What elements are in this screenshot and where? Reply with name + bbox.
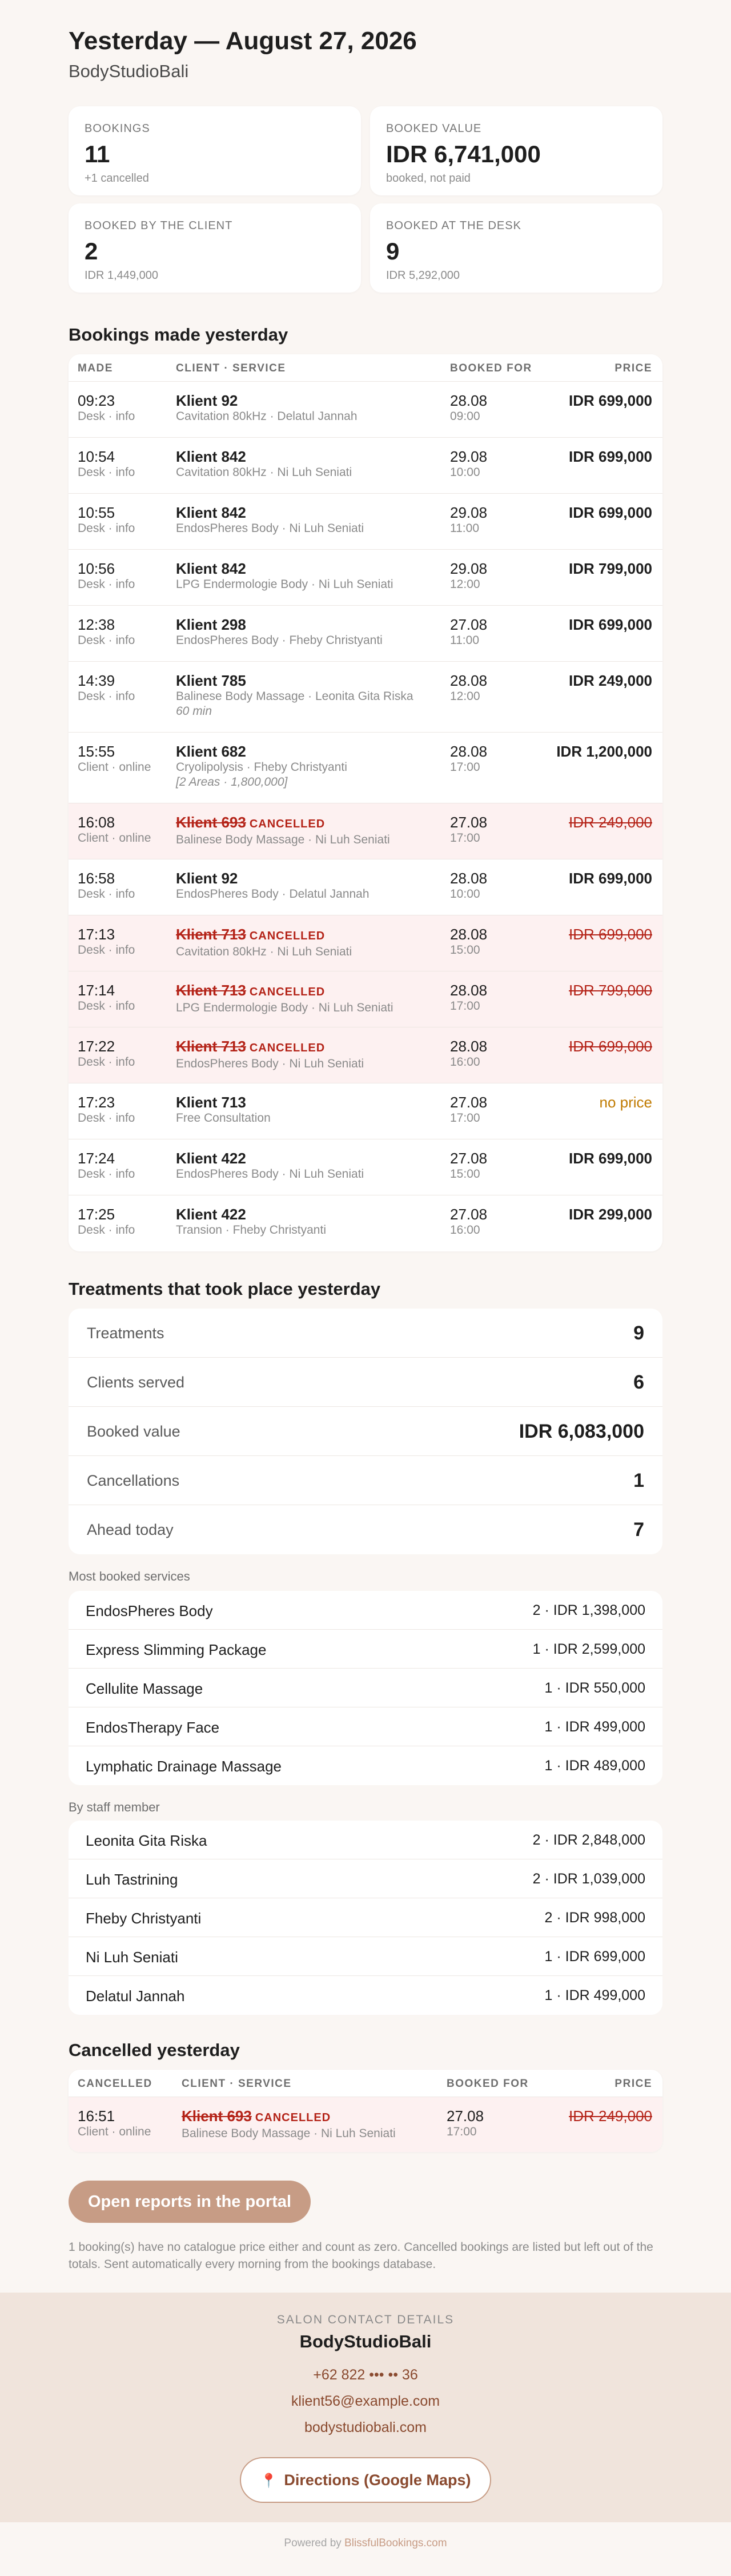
service-name: Lymphatic Drainage Massage (86, 1758, 282, 1775)
booked-slot: 12:00 (450, 690, 480, 703)
client-name-line (176, 504, 364, 521)
client-service-cell (176, 982, 393, 1015)
summary-label: Treatments (87, 1325, 164, 1342)
service-staff: Balinese Body Massage · Ni Luh Seniati (182, 2127, 396, 2140)
booked-slot: 16:00 (450, 1055, 480, 1069)
column-header-cancelled: CANCELLED (78, 2078, 152, 2090)
client-name: Klient 693 (176, 814, 246, 831)
booked-slot: 10:00 (450, 887, 480, 901)
list-item (69, 1821, 662, 1859)
service-name: Express Slimming Package (86, 1641, 267, 1658)
summary-value: 9 (633, 1322, 644, 1344)
staff-name: Ni Luh Seniati (86, 1949, 178, 1966)
booking-source: Client · online (78, 831, 151, 845)
booked-date: 28.08 (450, 392, 488, 409)
booked-for-cell (450, 392, 487, 424)
price-cell: IDR 799,000 (569, 982, 652, 999)
client-name: Klient 422 (176, 1206, 246, 1223)
summary-value: IDR 6,083,000 (519, 1421, 644, 1442)
made-cell (78, 1150, 135, 1182)
client-name-line (176, 616, 383, 633)
booked-slot: 11:00 (450, 634, 479, 647)
made-time: 10:56 (78, 560, 115, 577)
client-name: Klient 713 (176, 1038, 246, 1055)
cancelled-time-cell (78, 2107, 151, 2139)
booking-source: Desk · info (78, 634, 135, 647)
booking-source: Desk · info (78, 1055, 135, 1069)
client-name-line (182, 2107, 396, 2126)
staff-value: 1 · IDR 499,000 (544, 1987, 645, 2003)
table-header (69, 2070, 662, 2097)
service-staff: Transion · Fheby Christyanti (176, 1223, 326, 1237)
open-reports-button[interactable]: Open reports in the portal (69, 2181, 311, 2223)
booking-source: Desk · info (78, 887, 135, 901)
table-row (69, 662, 662, 733)
column-header-price: PRICE (614, 2078, 652, 2090)
service-staff: Cavitation 80kHz · Ni Luh Seniati (176, 466, 352, 479)
client-name: Klient 693 (182, 2107, 252, 2125)
table-row (69, 2097, 662, 2152)
service-extra: 60 min (176, 705, 212, 718)
booked-date: 28.08 (450, 672, 488, 689)
service-staff: EndosPheres Body · Ni Luh Seniati (176, 1057, 364, 1070)
booked-slot: 09:00 (450, 410, 480, 423)
booking-source: Desk · info (78, 1167, 135, 1181)
staff-name: Delatul Jannah (86, 1987, 185, 2005)
map-pin-icon: 📍 (260, 2473, 278, 2489)
table-row (69, 606, 662, 662)
cancelled-badge: CANCELLED (249, 818, 326, 830)
staff-value: 1 · IDR 699,000 (544, 1949, 645, 1965)
made-time: 10:55 (78, 504, 115, 521)
client-name-line (176, 672, 413, 689)
made-cell (78, 448, 135, 480)
booked-for-cell (450, 743, 487, 775)
client-name: Klient 842 (176, 448, 246, 465)
booked-slot: 15:00 (450, 1167, 480, 1181)
made-cell (78, 672, 135, 704)
price-cell: IDR 299,000 (569, 1206, 652, 1223)
cancelled-badge: CANCELLED (249, 1042, 326, 1054)
booked-date: 27.08 (450, 814, 488, 831)
booked-for-cell (450, 1206, 487, 1238)
made-time: 17:25 (78, 1206, 115, 1223)
booked-for-cell (450, 1150, 487, 1182)
table-row (69, 1139, 662, 1195)
made-cell (78, 392, 135, 424)
booked-for-cell (450, 870, 487, 902)
stat-card-booked-value (370, 106, 662, 195)
staff-heading: By staff member (69, 1800, 160, 1814)
client-service-cell (176, 392, 358, 424)
cancelled-time: 16:51 (78, 2107, 115, 2125)
booked-for-cell (450, 1094, 487, 1126)
booking-source: Desk · info (78, 522, 135, 535)
stat-note: +1 cancelled (85, 172, 149, 185)
staff-value: 2 · IDR 998,000 (544, 1910, 645, 1926)
price-cell: IDR 249,000 (569, 2107, 652, 2125)
summary-row-clients-served (69, 1358, 662, 1407)
client-name: Klient 713 (176, 1094, 246, 1111)
list-item (69, 1859, 662, 1898)
made-time: 14:39 (78, 672, 115, 689)
services-list (69, 1591, 662, 1785)
client-name: Klient 92 (176, 870, 238, 887)
contact-website-link[interactable]: bodystudiobali.com (304, 2419, 427, 2435)
treatments-section-title: Treatments that took place yesterday (69, 1279, 381, 1299)
client-service-cell (176, 870, 369, 902)
column-header-made: MADE (78, 362, 113, 374)
list-item (69, 1746, 662, 1785)
price-cell: IDR 699,000 (569, 616, 652, 633)
directions-label: Directions (Google Maps) (284, 2471, 471, 2489)
booking-source: Desk · info (78, 999, 135, 1013)
client-service-cell (176, 448, 352, 480)
summary-value: 6 (633, 1371, 644, 1393)
service-name: Cellulite Massage (86, 1680, 203, 1697)
service-value: 1 · IDR 489,000 (544, 1758, 645, 1774)
list-item (69, 1976, 662, 2015)
service-name: EndosPheres Body (86, 1602, 213, 1619)
stat-note: IDR 5,292,000 (386, 269, 460, 282)
cancelled-section-title: Cancelled yesterday (69, 2040, 240, 2060)
service-staff: EndosPheres Body · Ni Luh Seniati (176, 1167, 364, 1181)
stat-card-bookings (69, 106, 361, 195)
made-cell (78, 616, 135, 648)
list-item (69, 1591, 662, 1630)
client-name: Klient 713 (176, 926, 246, 943)
made-cell (78, 1206, 135, 1238)
service-staff: EndosPheres Body · Delatul Jannah (176, 887, 369, 901)
made-time: 15:55 (78, 743, 115, 760)
summary-value: 7 (633, 1519, 644, 1541)
booked-slot: 11:00 (450, 522, 479, 535)
service-staff: Cryolipolysis · Fheby Christyanti (176, 761, 347, 774)
booked-date: 28.08 (450, 982, 488, 999)
stat-value: 2 (85, 238, 98, 265)
client-service-cell (176, 560, 393, 592)
booked-date: 28.08 (450, 1038, 488, 1055)
client-service-cell (176, 743, 347, 790)
booked-for-cell (450, 926, 487, 958)
price-cell: IDR 699,000 (569, 870, 652, 887)
booking-source: Client · online (78, 761, 151, 774)
service-staff: Balinese Body Massage · Leonita Gita Riska (176, 690, 413, 703)
booking-source: Desk · info (78, 690, 135, 703)
table-row (69, 733, 662, 803)
list-item (69, 1707, 662, 1746)
staff-name: Luh Tastrining (86, 1871, 178, 1888)
client-service-cell (176, 616, 383, 648)
booked-slot: 17:00 (450, 999, 480, 1013)
list-item (69, 1630, 662, 1669)
booked-slot: 12:00 (450, 578, 480, 591)
booking-source: Desk · info (78, 1223, 135, 1237)
booked-slot: 15:00 (450, 943, 480, 957)
service-staff: EndosPheres Body · Ni Luh Seniati (176, 522, 364, 535)
summary-row-booked-value (69, 1407, 662, 1456)
made-cell (78, 504, 135, 536)
client-name-line (176, 1094, 271, 1111)
table-row (69, 1083, 662, 1139)
footnote: 1 booking(s) have no catalogue price either and count as zero. Cancelled bookings are listed but left out of the totals. Sent automatically every morning from the bookings database. (69, 2241, 653, 2271)
booking-source: Desk · info (78, 943, 135, 957)
stat-label: BOOKED BY THE CLIENT (85, 219, 233, 232)
table-row (69, 971, 662, 1027)
client-name-line (176, 1206, 326, 1223)
made-time: 10:54 (78, 448, 115, 465)
summary-row-cancellations (69, 1456, 662, 1505)
client-service-cell (176, 814, 390, 847)
booked-for-cell (450, 982, 487, 1014)
table-row (69, 803, 662, 859)
made-cell (78, 1038, 135, 1070)
made-cell (78, 926, 135, 958)
booked-date: 29.08 (450, 504, 488, 521)
bookings-table (69, 354, 662, 1251)
services-heading: Most booked services (69, 1569, 190, 1583)
staff-value: 2 · IDR 2,848,000 (532, 1832, 645, 1848)
client-service-cell (176, 1150, 364, 1182)
service-staff: LPG Endermologie Body · Ni Luh Seniati (176, 1001, 393, 1014)
booked-for-cell (450, 672, 487, 704)
made-cell (78, 870, 135, 902)
price-cell: IDR 699,000 (569, 1150, 652, 1167)
list-item (69, 1669, 662, 1707)
made-cell (78, 743, 151, 775)
booked-date: 29.08 (450, 560, 488, 577)
powered-by (0, 2537, 731, 2550)
made-time: 17:13 (78, 926, 115, 943)
bookings-section-title: Bookings made yesterday (69, 325, 288, 345)
page-title: Yesterday — August 27, 2026 (69, 27, 417, 55)
stat-note: IDR 1,449,000 (85, 269, 158, 282)
column-header-client-service: CLIENT · SERVICE (182, 2078, 292, 2090)
staff-name: Fheby Christyanti (86, 1910, 202, 1927)
column-header-booked-for: BOOKED FOR (450, 362, 532, 374)
booking-source: Client · online (78, 2125, 151, 2138)
stat-label: BOOKINGS (85, 122, 150, 135)
booking-source: Desk · info (78, 578, 135, 591)
treatments-summary (69, 1309, 662, 1554)
cancelled-badge: CANCELLED (249, 986, 326, 998)
booked-date: 28.08 (450, 743, 488, 760)
directions-button[interactable] (240, 2457, 491, 2503)
stat-value: 9 (386, 238, 400, 265)
service-value: 1 · IDR 550,000 (544, 1680, 645, 1696)
client-name: Klient 713 (176, 982, 246, 999)
made-cell (78, 814, 151, 846)
booked-slot: 17:00 (450, 831, 480, 845)
summary-label: Booked value (87, 1423, 180, 1440)
booked-date: 27.08 (447, 2107, 484, 2125)
client-service-cell (176, 1206, 326, 1238)
service-staff: Free Consultation (176, 1111, 271, 1125)
made-time: 16:08 (78, 814, 115, 831)
booked-for-cell (450, 814, 487, 846)
summary-value: 1 (633, 1470, 644, 1491)
list-item (69, 1898, 662, 1937)
column-header-client-service: CLIENT · SERVICE (176, 362, 286, 374)
table-header (69, 354, 662, 382)
price-cell: IDR 699,000 (569, 926, 652, 943)
stat-value: IDR 6,741,000 (386, 141, 541, 167)
client-name-line (176, 392, 358, 409)
booked-date: 27.08 (450, 1150, 488, 1167)
client-name-line (176, 870, 369, 887)
client-name-line (176, 448, 352, 465)
client-service-cell (182, 2107, 396, 2141)
made-time: 16:58 (78, 870, 115, 887)
cancelled-badge: CANCELLED (255, 2111, 331, 2124)
service-staff: Cavitation 80kHz · Ni Luh Seniati (176, 945, 352, 958)
service-staff: Cavitation 80kHz · Delatul Jannah (176, 410, 358, 423)
table-row (69, 382, 662, 438)
booked-for-cell (450, 1038, 487, 1070)
client-name: Klient 842 (176, 504, 246, 521)
client-service-cell (176, 504, 364, 536)
powered-by-prefix: Powered by (284, 2537, 345, 2549)
booked-slot: 17:00 (447, 2125, 477, 2138)
price-cell: IDR 1,200,000 (556, 743, 652, 760)
client-name-line (176, 982, 393, 1001)
client-service-cell (176, 672, 413, 719)
service-staff: LPG Endermologie Body · Ni Luh Seniati (176, 578, 393, 591)
made-cell (78, 1094, 135, 1126)
bookings-table-body (69, 382, 662, 1251)
booked-date: 29.08 (450, 448, 488, 465)
client-name: Klient 785 (176, 672, 246, 689)
list-item (69, 1937, 662, 1976)
contact-label: SALON CONTACT DETAILS (276, 2313, 455, 2326)
client-name-line (176, 814, 390, 833)
client-name-line (176, 1038, 364, 1057)
client-name-line (176, 1150, 364, 1167)
client-name-line (176, 743, 347, 760)
client-name: Klient 682 (176, 743, 246, 760)
booked-for-cell (447, 2107, 484, 2139)
service-value: 1 · IDR 499,000 (544, 1719, 645, 1735)
client-name-line (176, 926, 352, 945)
salon-name: BodyStudioBali (69, 61, 189, 81)
powered-by-link[interactable]: BlissfulBookings.com (344, 2537, 447, 2549)
price-cell: IDR 699,000 (569, 448, 652, 465)
booked-date: 27.08 (450, 616, 488, 633)
stat-card-booked-at-desk (370, 203, 662, 293)
table-row (69, 438, 662, 494)
stat-note: booked, not paid (386, 172, 471, 185)
table-row (69, 915, 662, 971)
table-row (69, 1027, 662, 1083)
stat-card-booked-by-client (69, 203, 361, 293)
booked-slot: 16:00 (450, 1223, 480, 1237)
booked-for-cell (450, 448, 487, 480)
price-cell: IDR 249,000 (569, 814, 652, 831)
contact-salon-name: BodyStudioBali (299, 2331, 432, 2351)
made-cell (78, 560, 135, 592)
made-time: 17:24 (78, 1150, 115, 1167)
table-row (69, 550, 662, 606)
table-row (69, 494, 662, 550)
client-name: Klient 298 (176, 616, 246, 633)
staff-value: 2 · IDR 1,039,000 (532, 1871, 645, 1887)
booked-slot: 10:00 (450, 466, 480, 479)
service-value: 1 · IDR 2,599,000 (532, 1641, 645, 1657)
booked-date: 28.08 (450, 870, 488, 887)
booked-date: 27.08 (450, 1206, 488, 1223)
booking-source: Desk · info (78, 1111, 135, 1125)
cancelled-badge: CANCELLED (249, 930, 326, 942)
booking-source: Desk · info (78, 410, 135, 423)
client-service-cell (176, 1038, 364, 1071)
made-time: 09:23 (78, 392, 115, 409)
booked-for-cell (450, 504, 487, 536)
summary-label: Cancellations (87, 1472, 180, 1489)
table-row (69, 1195, 662, 1251)
booked-date: 27.08 (450, 1094, 488, 1111)
client-service-cell (176, 926, 352, 959)
service-staff: EndosPheres Body · Fheby Christyanti (176, 634, 383, 647)
made-time: 17:23 (78, 1094, 115, 1111)
booked-date: 28.08 (450, 926, 488, 943)
price-cell: IDR 699,000 (569, 1038, 652, 1055)
service-staff: Balinese Body Massage · Ni Luh Seniati (176, 833, 390, 846)
client-name: Klient 422 (176, 1150, 246, 1167)
staff-list (69, 1821, 662, 2015)
client-name: Klient 92 (176, 392, 238, 409)
booked-for-cell (450, 616, 487, 648)
made-time: 17:14 (78, 982, 115, 999)
column-header-price: PRICE (614, 362, 652, 374)
column-header-booked-for: BOOKED FOR (447, 2078, 529, 2090)
cancelled-table (69, 2070, 662, 2152)
stat-label: BOOKED AT THE DESK (386, 219, 521, 232)
price-cell: IDR 249,000 (569, 672, 652, 689)
salon-contact (0, 2293, 731, 2522)
price-cell: no price (599, 1094, 652, 1111)
booked-slot: 17:00 (450, 1111, 480, 1125)
staff-name: Leonita Gita Riska (86, 1832, 207, 1849)
booked-for-cell (450, 560, 487, 592)
price-cell: IDR 799,000 (569, 560, 652, 577)
table-row (69, 859, 662, 915)
summary-row-ahead-today (69, 1505, 662, 1554)
stat-label: BOOKED VALUE (386, 122, 482, 135)
client-name-line (176, 560, 393, 577)
service-extra: [2 Areas · 1,800,000] (176, 775, 288, 789)
client-service-cell (176, 1094, 271, 1126)
made-time: 17:22 (78, 1038, 115, 1055)
summary-label: Ahead today (87, 1521, 174, 1538)
price-cell: IDR 699,000 (569, 392, 652, 409)
booking-source: Desk · info (78, 466, 135, 479)
service-name: EndosTherapy Face (86, 1719, 220, 1736)
made-cell (78, 982, 135, 1014)
contact-phone-link[interactable]: +62 822 ••• •• 36 (313, 2367, 418, 2383)
summary-row-treatments (69, 1309, 662, 1358)
stat-value: 11 (85, 141, 110, 167)
booked-slot: 17:00 (450, 761, 480, 774)
contact-email-link[interactable]: klient56@example.com (291, 2393, 440, 2409)
client-name: Klient 842 (176, 560, 246, 577)
service-value: 2 · IDR 1,398,000 (532, 1602, 645, 1618)
summary-label: Clients served (87, 1374, 185, 1391)
price-cell: IDR 699,000 (569, 504, 652, 521)
made-time: 12:38 (78, 616, 115, 633)
